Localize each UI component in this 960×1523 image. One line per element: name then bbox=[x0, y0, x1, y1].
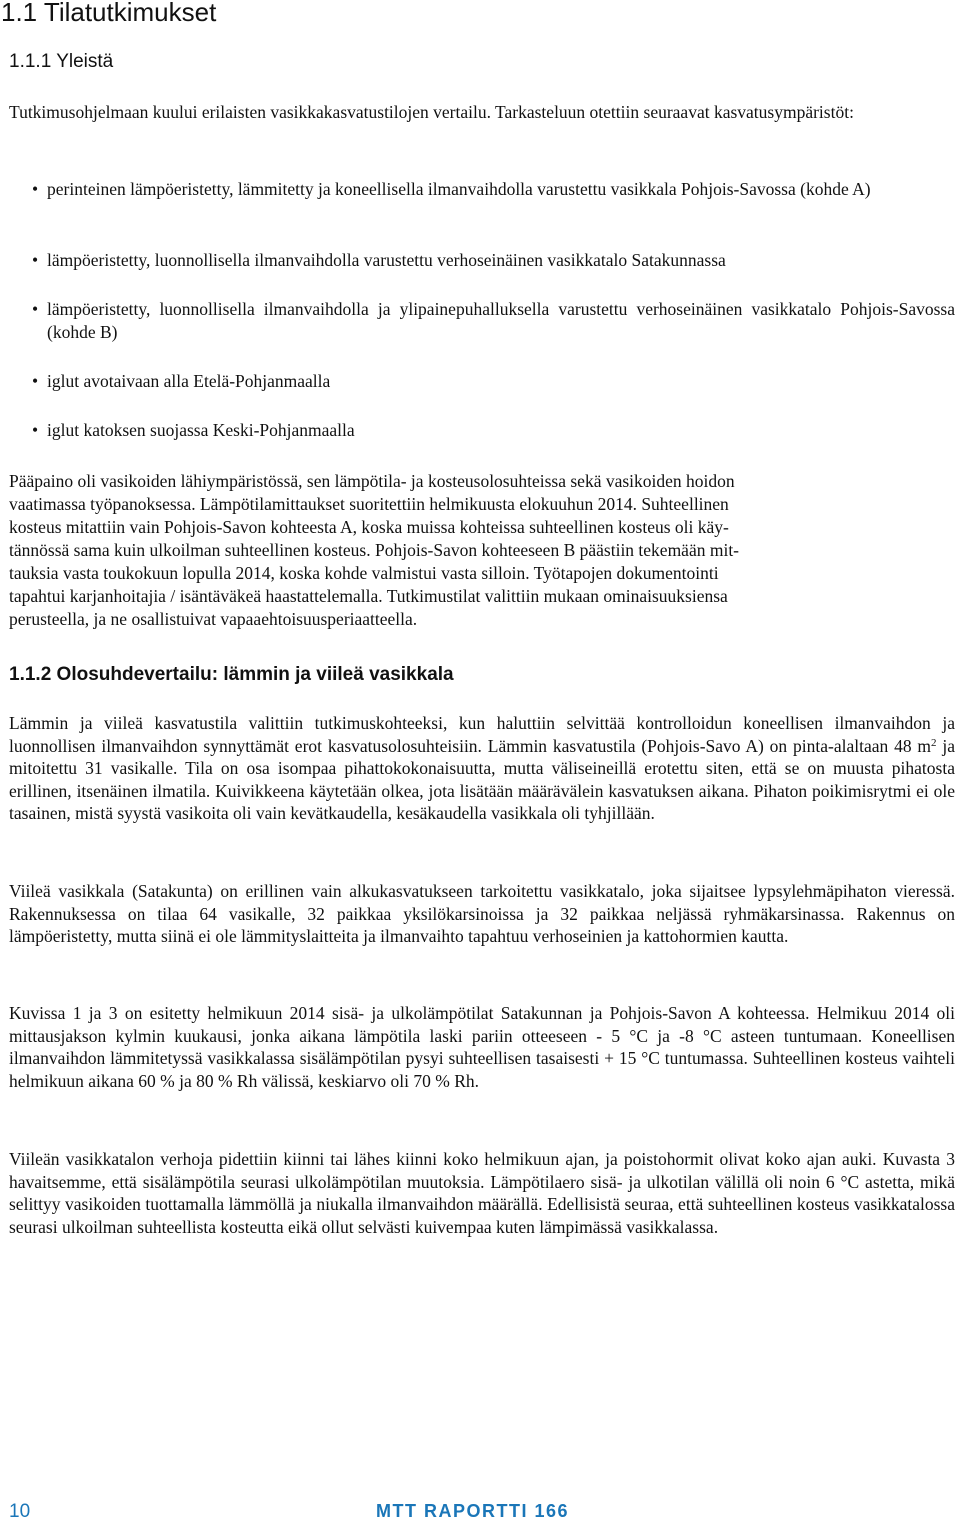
paragraph-kuvissa: Kuvissa 1 ja 3 on esitetty helmikuun 2014 sisä- ja ulkolämpötilat Satakunnan ja Pohjois-Savon A kohteessa. Helmikuu 2014 oli mittausjakson kylmin kuukausi, jonka aikana lämpötila laski pariin otteeseen - 5 °C ja -8 °C asteen tuntumaan. Koneellisen ilmanvaihdon lämmitetyssä vasikkalassa sisälämpötilan pysyi suhteellisen tasaisesti + 15 °C tuntumassa. Suhteellinen kosteus vaihteli helmikuun aikana 60 % ja 80 % Rh välissä, keskiarvo oli 70 % Rh. bbox=[9, 1003, 955, 1091]
chapter-heading: 1.1 Tilatutkimukset bbox=[1, 0, 217, 27]
intro-paragraph: Tutkimusohjelmaan kuului erilaisten vasikkakasvatustilojen vertailu. Tarkasteluun otettiin seuraavat kasvatusympäristöt: bbox=[9, 102, 854, 122]
paragraph-text: Lämmin ja viileä kasvatustila valittiin tutkimuskohteeksi, kun haluttiin selvittää kontrolloidun koneellisen ilmanvaihdon ja luonnollisen ilmanvaihdon synnyttämät erot kasvatusolosuhteisiin. Lämmin kasvatustila (Pohjois-Savo A) on pinta-alaltaan 48 m bbox=[9, 713, 955, 756]
paragraph-line: vaatimassa työpanoksessa. Lämpötilamittaukset suoritettiin helmikuusta elokuuhun 2014. Suhteellinen bbox=[9, 494, 729, 514]
bullet-icon: • bbox=[32, 179, 39, 199]
paragraph-line: tauksia vasta toukokuun lopulla 2014, koska kohde valmistui vasta silloin. Työtapojen dokumentointi bbox=[9, 563, 719, 583]
bullet-icon: • bbox=[32, 299, 39, 319]
report-series-title: MTT RAPORTTI 166 bbox=[376, 1501, 570, 1521]
list-item-text: iglut katoksen suojassa Keski-Pohjanmaalla bbox=[47, 420, 355, 440]
paragraph-line: kosteus mitattiin vain Pohjois-Savon kohteesta A, koska muissa kohteissa suhteellinen kosteus oli käy- bbox=[9, 517, 729, 537]
paragraph-lammin bbox=[9, 712, 955, 825]
paragraph-viilea: Viileä vasikkala (Satakunta) on erillinen vain alkukasvatukseen tarkoitettu vasikkatalo, joka sijaitsee lypsylehmäpihaton vieressä. Rakennuksessa on tilaa 64 vasikalle, 32 paikkaa yksilökarsinoissa ja 32 paikkaa neljässä ryhmäkarsinassa. Rakennus on lämpöeristetty, mutta siinä ei ole lämmityslaitteita ja ilmanvaihto tapahtuu verhoseinien ja kattohormien kautta. bbox=[9, 881, 955, 946]
bullet-icon: • bbox=[32, 250, 39, 270]
paragraph-line: perusteella, ja ne osallistuivat vapaaehtoisuusperiaatteella. bbox=[9, 609, 418, 629]
paragraph-text: ja mitoitettu 31 vasikalle. Tila on osa isompaa pihattokokonaisuutta, mutta väliseineillä erotettu siten, että se on muusta pihatosta erillinen, itsenäinen ilmatila. Kuivikkeena käytetään olkea, jota lisätään määrävälein kasvatuksen aikana. Pihaton poikimisrytmi ei ole tasainen, mistä syystä vasikoita oli vain kevätkaudella, kesäkaudella vasikkala oli tyhjillään. bbox=[9, 735, 955, 823]
paragraph-line: tännössä sama kuin ulkoilman suhteellinen kosteus. Pohjois-Savon kohteeseen B päästiin tekemään mit- bbox=[9, 540, 740, 560]
section-heading-yleista: 1.1.1 Yleistä bbox=[9, 51, 114, 72]
bullet-icon: • bbox=[32, 371, 39, 391]
bullet-icon: • bbox=[32, 420, 39, 440]
superscript: 2 bbox=[931, 736, 937, 749]
list-item-text: lämpöeristetty, luonnollisella ilmanvaihdolla varustettu verhoseinäinen vasikkatalo Satakunnassa bbox=[47, 250, 726, 270]
paragraph-line: Pääpaino oli vasikoiden lähiympäristössä, sen lämpötila- ja kosteusolosuhteissa sekä vasikoiden hoidon bbox=[9, 471, 735, 491]
list-item-text: perinteinen lämpöeristetty, lämmitetty ja koneellisella ilmanvaihdolla varustettu vasikkala Pohjois-Savossa (kohde A) bbox=[47, 179, 871, 199]
list-item-text: lämpöeristetty, luonnollisella ilmanvaihdolla ja ylipainepuhalluksella varustettu verhoseinäinen vasikkatalo Pohjois-Savossa (kohde B) bbox=[47, 299, 955, 342]
paragraph-viilean: Viileän vasikkatalon verhoja pidettiin kiinni tai lähes kiinni koko helmikuun ajan, ja poistohormit olivat koko ajan auki. Kuvasta 3 havaitsemme, että sisälämpötila seurasi ulkolämpötilan muutoksia. Lämpötilaero sisä- ja ulkotilan välillä oli noin 6 °C astetta, mikä selittyy vasikoiden tuottamalla lämmöllä ja niukalla ilmanvaihdon määrällä. Edellisistä seuraa, että suhteellinen kosteus vasikkatalossa seurasi ulkoilman suhteellista kosteutta eikä ollut selvästi kuivempaa kuten lämpimässä vasikkalassa. bbox=[9, 1149, 955, 1237]
section-heading-olosuhdevertailu: 1.1.2 Olosuhdevertailu: lämmin ja viileä vasikkala bbox=[9, 664, 454, 685]
list-item-text: iglut avotaivaan alla Etelä-Pohjanmaalla bbox=[47, 371, 331, 391]
paragraph-line: tapahtui karjanhoitajia / isäntäväkeä haastattelemalla. Tutkimustilat valittiin mukaan ominaisuuksiensa bbox=[9, 586, 728, 606]
page-number: 10 bbox=[9, 1501, 31, 1522]
